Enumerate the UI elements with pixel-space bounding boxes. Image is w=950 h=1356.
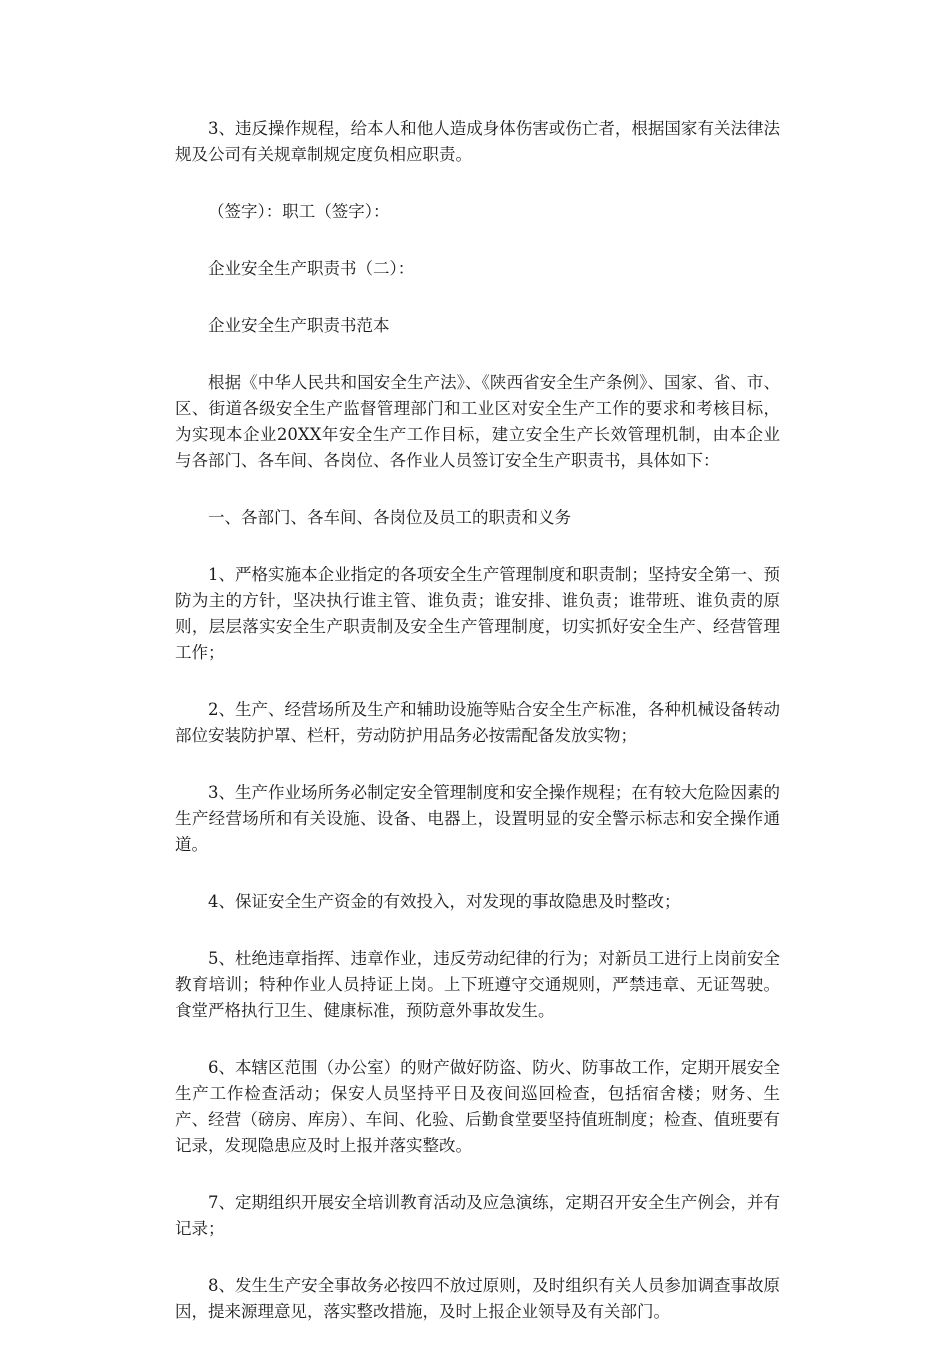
paragraph-item-2: 2、生产、经营场所及生产和辅助设施等贴合安全生产标准，各种机械设备转动部位安装防护罩、栏杆，劳动防护用品务必按需配备发放实物； bbox=[175, 700, 780, 745]
paragraph-item-8: 8、发生生产安全事故务必按四不放过原则，及时组织有关人员参加调查事故原因，提来源理意见，落实整改措施，及时上报企业领导及有关部门。 bbox=[175, 1276, 780, 1321]
paragraph-item-3: 3、生产作业场所务必制定安全管理制度和安全操作规程；在有较大危险因素的生产经营场所和有关设施、设备、电器上，设置明显的安全警示标志和安全操作通道。 bbox=[175, 783, 780, 854]
paragraph-item-1: 1、严格实施本企业指定的各项安全生产管理制度和职责制；坚持安全第一、预防为主的方针，坚决执行谁主管、谁负责；谁安排、谁负责；谁带班、谁负责的原则，层层落实安全生产职责制及安全生产管理制度，切实抓好安全生产、经营管理工作； bbox=[175, 565, 780, 662]
paragraph-item-6: 6、本辖区范围（办公室）的财产做好防盗、防火、防事故工作，定期开展安全生产工作检查活动；保安人员坚持平日及夜间巡回检查，包括宿舍楼；财务、生产、经营（磅房、库房）、车间、化验、后勤食堂要坚持值班制度；检查、值班要有记录，发现隐患应及时上报并落实整改。 bbox=[175, 1058, 780, 1155]
paragraph-duties-heading: 一、各部门、各车间、各岗位及员工的职责和义务 bbox=[208, 508, 571, 527]
paragraph-item-7: 7、定期组织开展安全培训教育活动及应急演练，定期召开安全生产例会，并有记录； bbox=[175, 1193, 780, 1238]
paragraph-signature-line: （签字）：职工（签字）： bbox=[208, 202, 390, 221]
paragraph-item-4: 4、保证安全生产资金的有效投入，对发现的事故隐患及时整改； bbox=[208, 892, 681, 911]
document-body bbox=[175, 116, 780, 1356]
paragraph-template-title: 企业安全生产职责书范本 bbox=[208, 316, 390, 335]
paragraph-item-5: 5、杜绝违章指挥、违章作业，违反劳动纪律的行为；对新员工进行上岗前安全教育培训；特种作业人员持证上岗。上下班遵守交通规则，严禁违章、无证驾驶。食堂严格执行卫生、健康标准，预防意外事故发生。 bbox=[175, 949, 780, 1020]
paragraph-clause-3-violation: 3、违反操作规程，给本人和他人造成身体伤害或伤亡者，根据国家有关法律法规及公司有关规章制规定度负相应职责。 bbox=[175, 119, 780, 164]
paragraph-preamble: 根据《中华人民共和国安全生产法》、《陕西省安全生产条例》、国家、省、市、区、街道各级安全生产监督管理部门和工业区对安全生产工作的要求和考核目标，为实现本企业20XX年安全生产工作目标，建立安全生产长效管理机制，由本企业与各部门、各车间、各岗位、各作业人员签订安全生产职责书，具体如下： bbox=[175, 373, 780, 470]
paragraph-section-heading: 企业安全生产职责书（二）： bbox=[208, 259, 415, 278]
